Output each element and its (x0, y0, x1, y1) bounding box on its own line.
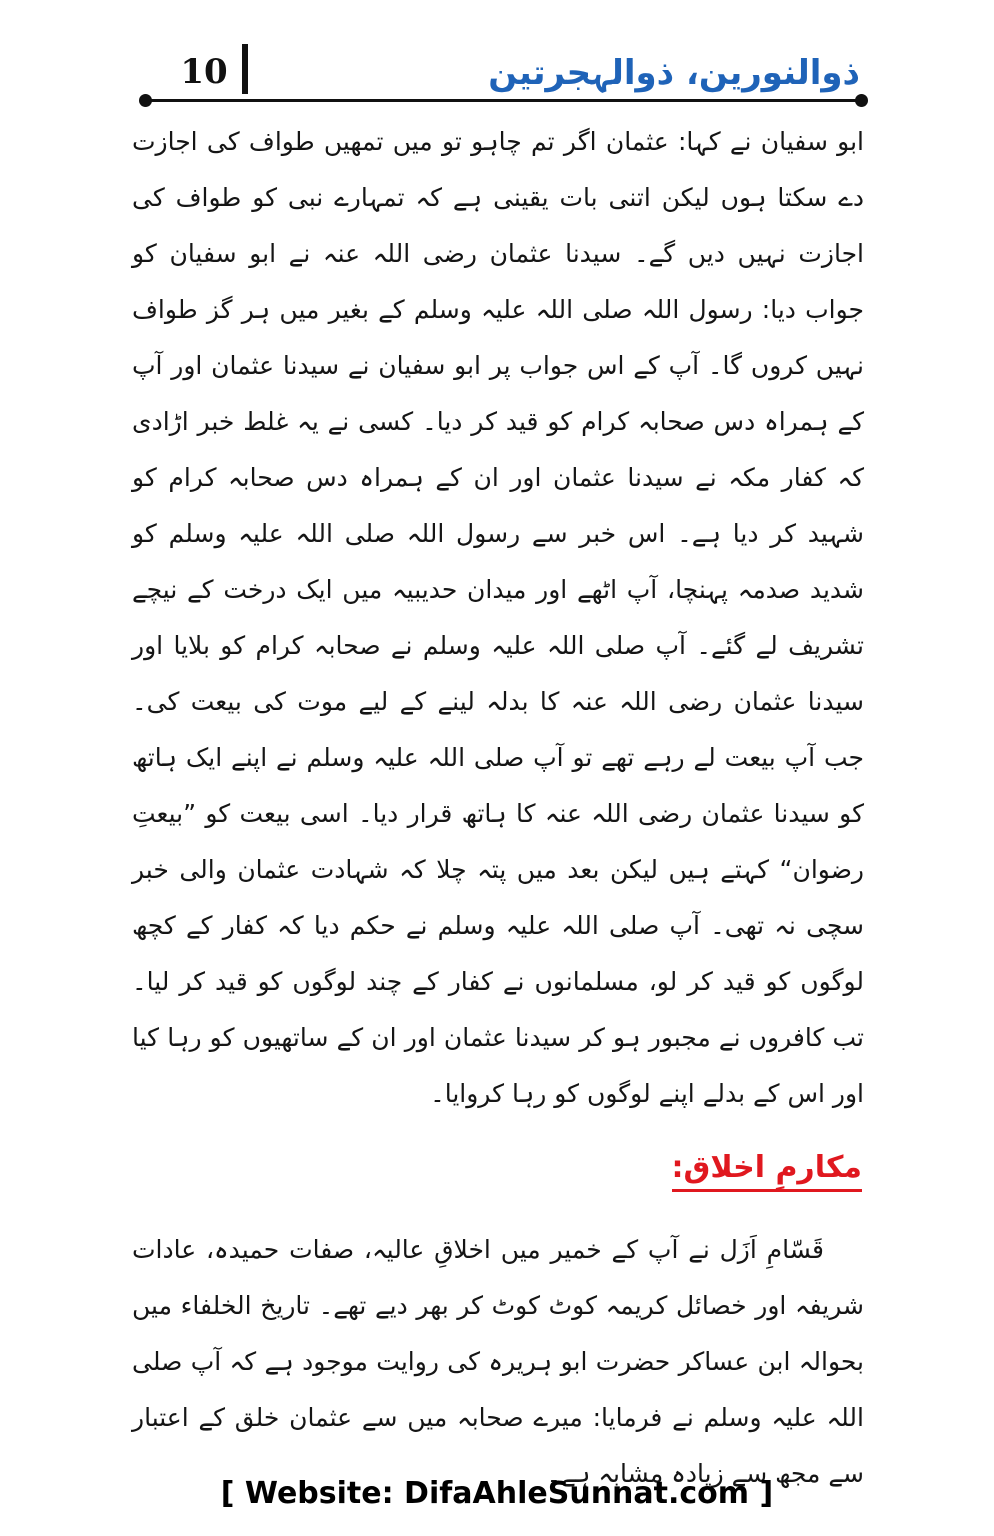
paragraph-bayat-rizwan: ابو سفیان نے کہا: عثمان اگر تم چاہو تو میں تمھیں طواف کی اجازت دے سکتا ہوں لیکن اتنی بات یقینی ہے کہ تمہارے نبی کو طواف کی اجازت نہیں دیں گے۔ سیدنا عثمان رضی اللہ عنہ نے ابو سفیان کو جواب دیا: رسول اللہ صلی اللہ علیہ وسلم کے بغیر میں ہر گز طواف نہیں کروں گا۔ آپ کے اس جواب پر ابو سفیان نے سیدنا عثمان اور آپ کے ہمراہ دس صحابہ کرام کو قید کر دیا۔ کسی نے یہ غلط خبر اڑادی کہ کفار مکہ نے سیدنا عثمان اور ان کے ہمراہ دس صحابہ کرام کو شہید کر دیا ہے۔ اس خبر سے رسول اللہ صلی اللہ علیہ وسلم کو شدید صدمہ پہنچا، آپ اٹھے اور میدان حدیبیہ میں ایک درخت کے نیچے تشریف لے گئے۔ آپ صلی اللہ علیہ وسلم نے صحابہ کرام کو بلایا اور سیدنا عثمان رضی اللہ عنہ کا بدلہ لینے کے لیے موت کی بیعت کی۔ جب آپ بیعت لے رہے تھے تو آپ صلی اللہ علیہ وسلم نے اپنے ایک ہاتھ کو سیدنا عثمان رضی اللہ عنہ کا ہاتھ قرار دیا۔ اسی بیعت کو ”بیعتِ رضوان“ کہتے ہیں لیکن بعد میں پتہ چلا کہ شہادت عثمان والی خبر سچی نہ تھی۔ آپ صلی اللہ علیہ وسلم نے حکم دیا کہ کفار کے کچھ لوگوں کو قید کر لو، مسلمانوں نے کفار کے چند لوگوں کو قید کر لیا۔ تب کافروں نے مجبور ہو کر سیدنا عثمان اور ان کے ساتھیوں کو رہا کیا اور اس کے بدلے اپنے لوگوں کو رہا کروایا۔ (132, 127, 864, 1108)
book-title: ذوالنورین، ذوالہجرتین (488, 53, 860, 93)
paragraph-makarim-akhlaq: قَسّامِ اَزَل نے آپ کے خمیر میں اخلاقِ عالیہ، صفات حمیدہ، عادات شریفہ اور خصائل کریمہ کوٹ کوٹ کر بھر دیے تھے۔ تاریخ الخلفاء میں بحوالہ ابن عساکر حضرت ابو ہریرہ کی روایت موجود ہے کہ آپ صلی اللہ علیہ وسلم نے فرمایا: میرے صحابہ میں سے عثمان خلق کے اعتبار سے مجھ سے زیادہ مشابہ ہے۔ (132, 1235, 864, 1488)
header-rule (144, 99, 862, 102)
header-rule-right-dot (855, 94, 868, 107)
page-number: 10 (180, 52, 228, 92)
header-rule-left-dot (139, 94, 152, 107)
page-header (0, 0, 994, 110)
page-number-bar (242, 44, 248, 94)
section-heading: مکارمِ اخلاق: (672, 1150, 863, 1192)
website-footer: [ Website: DifaAhleSunnat.com ] (220, 1476, 774, 1511)
